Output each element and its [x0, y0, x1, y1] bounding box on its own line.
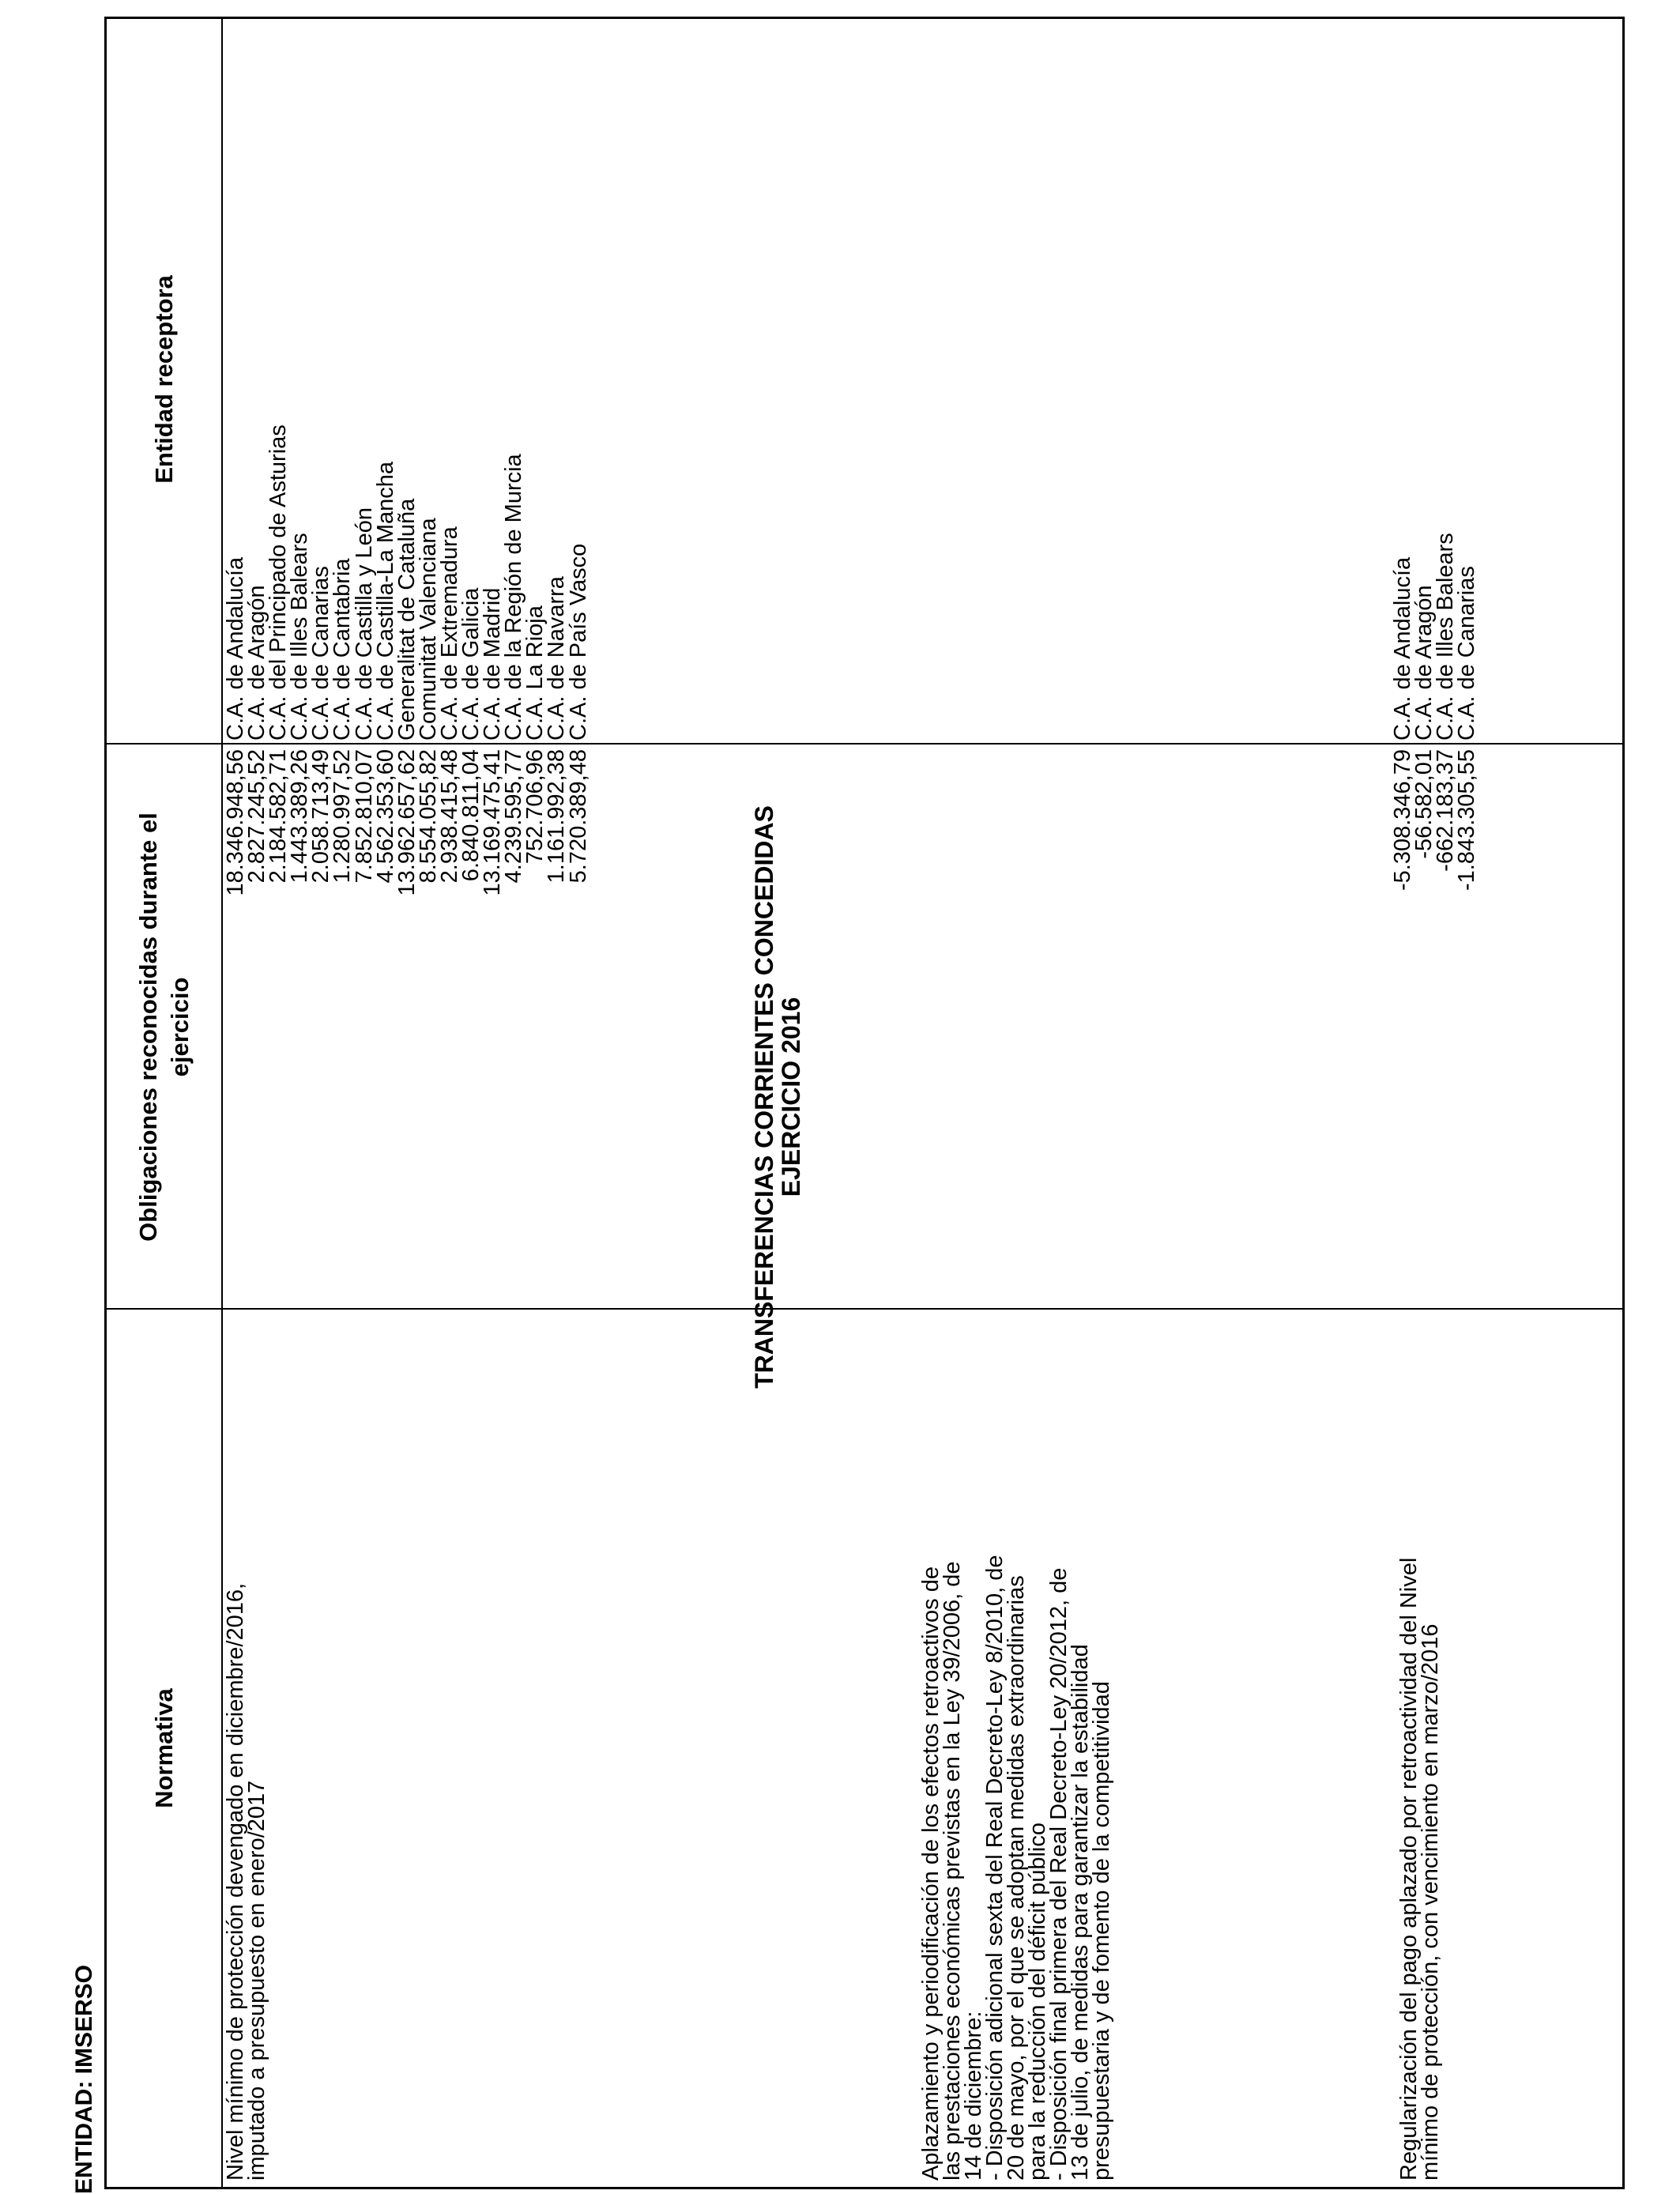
recipient-cell: C.A. de Andalucía: [223, 556, 248, 741]
recipient-cell: C.A. La Rioja: [522, 605, 548, 741]
normativa-group-2: [918, 1555, 1114, 2181]
normativa-line: presupuestaria y de fomento de la competitividad: [1089, 1681, 1114, 2181]
recipient-cell: Comunitat Valenciana: [415, 518, 441, 741]
header-obligaciones-line2: ejercicio: [165, 977, 194, 1077]
entity-label: ENTIDAD: IMSERSO: [71, 1964, 97, 2194]
normativa-line: - Disposición final primera del Real Decreto-Ley 20/2012, de: [1046, 1567, 1072, 2181]
normativa-line: Nivel mínimo de protección devengado en diciembre/2016,: [223, 1582, 248, 2181]
amounts-group-1: [225, 749, 590, 1310]
transfers-table: [104, 17, 1625, 2189]
column-divider-2: [107, 743, 1622, 745]
header-obligaciones: [107, 745, 221, 1310]
amount-cell: 18.346.948,56: [223, 749, 248, 896]
normativa-group-1: [225, 1583, 268, 2181]
amount-cell: 1.443.389,26: [287, 749, 313, 884]
amount-cell: 6.840.811,04: [458, 749, 484, 882]
amount-cell: 4.562.353,60: [372, 749, 398, 884]
recipient-cell: C.A. de Andalucía: [1390, 556, 1415, 741]
amount-cell: 5.720.389,48: [565, 749, 591, 884]
normativa-line: imputado a presupuesto en enero/2017: [244, 1780, 269, 2181]
amount-cell: -1.843.305,55: [1454, 749, 1480, 891]
normativa-line: Aplazamiento y periodificación de los efectos retroactivos de: [918, 1566, 944, 2181]
header-entidad-label: Entidad receptora: [149, 275, 178, 484]
amount-cell: -5.308.346,79: [1390, 749, 1415, 891]
recipient-cell: C.A. de Castilla y León: [351, 507, 377, 741]
normativa-group-3: [1396, 1557, 1443, 2181]
recipient-cell: Generalitat de Cataluña: [394, 498, 420, 741]
normativa-line: para la reducción del déficit público: [1025, 1823, 1050, 2181]
amount-cell: 752.706,96: [522, 749, 548, 865]
recipient-cell: C.A. de Castilla-La Mancha: [372, 462, 398, 741]
amount-cell: 1.161.992,38: [544, 749, 570, 884]
recipient-cell: C.A. de Illes Balears: [1433, 533, 1459, 741]
amount-cell: 2.938.415,48: [436, 749, 462, 884]
recipient-cell: C.A. de Aragón: [244, 585, 270, 741]
amount-cell: 13.169.475,41: [480, 749, 506, 896]
normativa-line: - Disposición adicional sexta del Real Decreto-Ley 8/2010, de: [982, 1555, 1008, 2181]
header-entidad: [107, 14, 221, 745]
amount-cell: -662.183,37: [1433, 749, 1459, 872]
recipient-cell: C.A. de Extremadura: [436, 526, 462, 741]
amount-cell: 4.239.595,77: [501, 749, 527, 884]
normativa-line: Regularización del pago aplazado por retroactividad del Nivel: [1396, 1557, 1422, 2181]
recipient-cell: C.A. del Principado de Asturias: [266, 424, 292, 741]
document-title: TRANSFERENCIAS CORRIENTES CONCEDIDAS: [750, 805, 778, 1389]
header-normativa-label: Normativa: [149, 1688, 178, 1808]
recipients-group-1: [225, 424, 590, 741]
header-obligaciones-line1: Obligaciones reconocidas durante el: [134, 812, 162, 1242]
recipient-cell: C.A. de Aragón: [1411, 585, 1437, 741]
amount-cell: 2.184.582,71: [266, 749, 292, 884]
amount-cell: -56.582,01: [1411, 749, 1437, 859]
amount-cell: 2.058.713,49: [308, 749, 334, 884]
normativa-line: 14 de diciembre:: [961, 2011, 986, 2181]
recipient-cell: C.A. de Navarra: [544, 576, 570, 741]
header-normativa: [107, 1310, 221, 2187]
recipient-cell: C.A. de Galicia: [458, 587, 484, 741]
normativa-line: las prestaciones económicas previstas en la Ley 39/2006, de: [940, 1561, 965, 2181]
recipient-cell: C.A. de País Vasco: [565, 543, 591, 741]
recipient-cell: C.A. de Madrid: [480, 587, 506, 741]
amount-cell: 2.827.245,52: [244, 749, 270, 884]
recipient-cell: C.A. de Cantabria: [330, 558, 356, 741]
recipients-group-3: [1392, 533, 1478, 741]
normativa-line: mínimo de protección, con vencimiento en marzo/2016: [1418, 1623, 1443, 2181]
document-subtitle: EJERCICIO 2016: [777, 997, 805, 1197]
normativa-line: 20 de mayo, por el que se adoptan medidas extraordinarias: [1004, 1575, 1029, 2181]
amount-cell: 13.962.657,62: [394, 749, 420, 896]
amount-cell: 7.852.810,07: [351, 749, 377, 884]
recipient-cell: C.A. de Illes Balears: [287, 533, 313, 741]
recipient-cell: C.A. de la Región de Murcia: [501, 454, 527, 741]
recipient-cell: C.A. de Canarias: [1454, 566, 1480, 741]
amounts-group-3: [1392, 749, 1478, 1310]
normativa-line: 13 de julio, de medidas para garantizar la estabilidad: [1068, 1644, 1093, 2181]
amount-cell: 8.554.055,82: [415, 749, 441, 884]
amount-cell: 1.280.997,52: [330, 749, 356, 884]
recipient-cell: C.A. de Canarias: [308, 566, 334, 741]
